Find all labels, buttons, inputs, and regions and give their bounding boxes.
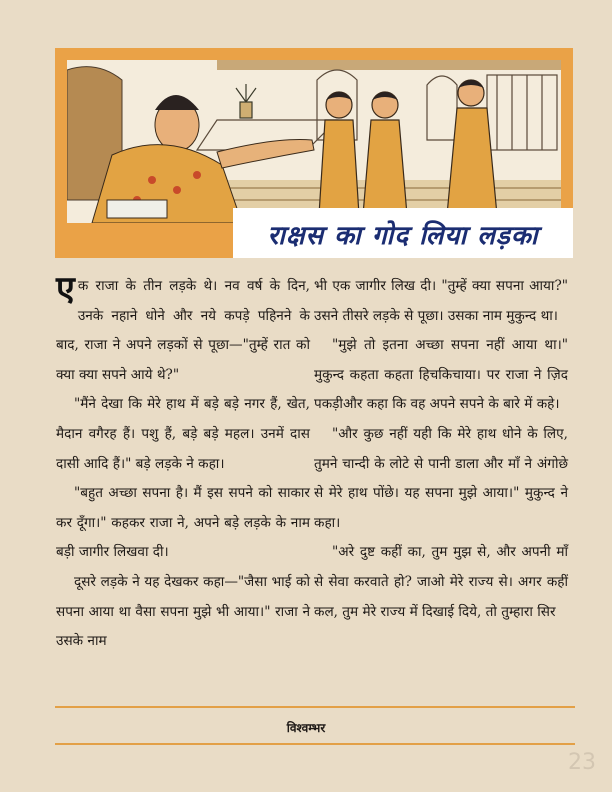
right-column <box>314 272 568 627</box>
left-column <box>56 269 310 657</box>
paragraph-8: "अरे दुष्ट कहीं का, तुम मुझ से, और अपनी माँ से सेवा करवाते हो? जाओ मेरे राज्य से। अगर कहीं कल, तुम मेरे राज्य में दिखाई दिये, तो तुम्हारा सिर <box>314 544 568 620</box>
footer-label: विश्वम्भर <box>286 721 326 735</box>
story-banner <box>55 48 573 258</box>
footer-rule-bottom <box>55 743 575 745</box>
paragraph-6: "मुझे तो इतना अच्छा सपना नहीं आया था।" मुकुन्द कहता कहता हिचकिचाया। पर राजा ने ज़िद पकड़ीऔर कहा कि वह अपने सपने के बारे में कहे। <box>314 337 568 413</box>
drop-cap: ए <box>56 269 75 309</box>
paragraph-4: दूसरे लड़के ने यह देखकर कहा—"जैसा भाई को सपना आया था वैसा सपना मुझे भी आया।" राजा ने उसके नाम <box>56 573 310 650</box>
illustration-king-and-three-princes <box>67 60 561 223</box>
title-box <box>233 208 573 258</box>
story-title: राक्षस का गोद लिया लड़का <box>267 221 539 251</box>
paragraph-7: "और कुछ नहीं यही कि मेरे हाथ धोने के लिए, तुमने चान्दी के लोटे से पानी डाला और माँ ने अंगोछे से मेरे हाथ पोंछे। यह सपना मुझे आया।" मुकुन्द ने कहा। <box>314 425 568 531</box>
paragraph-2: "मैंने देखा कि मेरे हाथ में बड़े बड़े नगर हैं, खेत, मैदान वगैरह हैं। पशु हैं, बड़े बड़े महल। उनमें दास दासी आदि हैं।" बड़े लड़के ने कहा। <box>56 396 310 472</box>
paragraph-3: "बहुत अच्छा सपना है। मैं इस सपने को साकार कर दूँगा।" कहकर राजा ने, अपने बड़े लड़के के नाम बड़ी जागीर लिखवा दी। <box>56 485 310 561</box>
paragraph-5: भी एक जागीर लिख दी। "तुम्हें क्या सपना आया?" उसने तीसरे लड़के से पूछा। उसका नाम मुकुन्द था। <box>314 278 568 324</box>
illustration-drawing <box>67 60 561 223</box>
paragraph-1-text: क राजा के तीन लड़के थे। नव वर्ष के दिन, उनके नहाने धोने और नये कपड़े पहिनने के बाद, राजा ने अपने लड़कों से पूछा—"तुम्हें रात को क्या क्या सपने आये थे?" <box>56 278 310 383</box>
footer-rule-top <box>55 706 575 708</box>
page-number: 23 <box>568 750 596 775</box>
paragraph-1 <box>56 269 310 390</box>
